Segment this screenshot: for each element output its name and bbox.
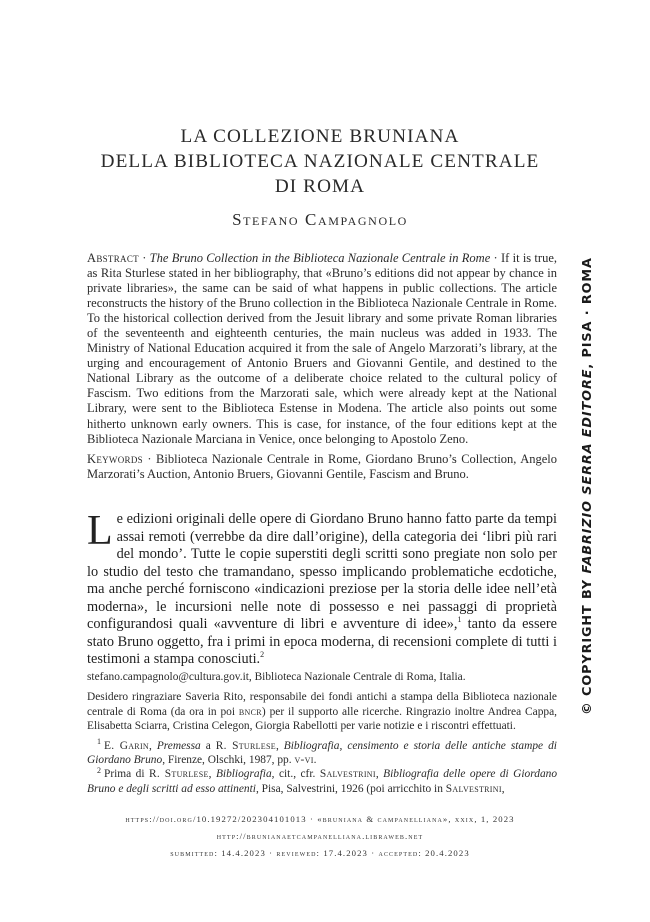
footnote-2-title: Bibliografia bbox=[215, 768, 272, 781]
drop-cap: L bbox=[87, 508, 113, 554]
body-text-part-2: tanto da essere stato Bruno oggetto, fra i primi in epoca moderna, di recensioni complete di tutti i testimoni a stampa conosciuti. bbox=[87, 616, 558, 667]
footnote-2 bbox=[87, 767, 557, 796]
body-text-part-1: e edizioni originali delle opere di Giordano Bruno hanno fatto parte da tempi assai remoti (verrebbe da dire dall’origine), della categoria dei ‘libri più rari del mondo’. Tutte le copie superstiti degli scritti sono pregiate non solo per lo studio del testo che tramandano, spesso implicando problematiche ecdotiche, ma anche perché forniscono «indicazioni preziose per la storia delle idee nell’età moderna», le incursioni nelle note di possesso e nei passaggi di proprietà configurandosi quali «avventure di libri e avventure di idee», bbox=[87, 511, 557, 632]
footnote-1-sep: , bbox=[148, 739, 157, 752]
footnote-2-title-2: Bibliografia delle opere di Giordano Bruno e degli scritti ad esso attinenti bbox=[87, 768, 558, 795]
acknowledgements bbox=[87, 690, 557, 733]
footnote-2-author-3: Salvestrini bbox=[445, 782, 502, 795]
footnote-1-number: 1 bbox=[97, 736, 101, 746]
copyright-notice bbox=[580, 257, 595, 715]
footnote-ref-1[interactable]: 1 bbox=[457, 615, 462, 625]
abstract-label: Abstract bbox=[87, 251, 139, 265]
footnote-1-pages: v-vi bbox=[294, 754, 314, 767]
abstract-separator: · bbox=[138, 251, 150, 265]
article-title bbox=[80, 124, 560, 199]
footnote-2-f: , bbox=[501, 782, 505, 795]
acknowledgements-abbr: bncr bbox=[238, 705, 262, 718]
abstract-text: · If it is true, as Rita Sturlese stated in her bibliography, that «Bruno’s editions did not appear by chance in private libraries», the same can be said of what happens in public collections. The article reconstructs the history of the Bruno collection in the Biblioteca Nazionale Centrale in Rome. To the historical collection derived from the Jesuit library and some private Roman libraries of the seventeenth and eighteenth centuries, the main nucleus was added in 1933. The Ministry of National Education acquired it from the sale of Angelo Marzorati’s library, at the urging and encouragement of Antonio Bruers and Giovanni Gentile, and destined to the National Library as the outcome of a deliberate choice related to the cultural policy of Fascism. Two editions from the Marzorati sale, which were already kept at the National Library, were sent to the Biblioteca Estense in Modena. The article also points out some hitherto unknown early owners. This is case, for instance, of the four editions kept at the Biblioteca Nazionale Marciana in Venice, once belonging to Apostolo Zeno. bbox=[87, 251, 557, 446]
footnote-1 bbox=[87, 736, 557, 768]
footnote-2-author-2: Salvestrini bbox=[319, 768, 376, 781]
acknowledgements-text-1: Desidero ringraziare Saveria Rito, responsabile dei fondi antichi a stampa della Biblioteca nazionale centrale di Roma (da ora in poi bbox=[87, 691, 557, 718]
footnotes-block bbox=[87, 670, 557, 796]
footnote-1-c: , Firenze, Olschki, 1987, pp. bbox=[162, 754, 295, 767]
footnote-2-c: , cit., cfr. bbox=[271, 768, 320, 781]
doi-line[interactable]: https://doi.org/10.19272/202304101013 · «bruniana & campanelliana», xxix, 1, 2023 bbox=[125, 814, 515, 824]
keywords-text: · Biblioteca Nazionale Centrale in Rome, Giordano Bruno’s Collection, Angelo Marzorati’s Auction, Antonio Bruers, Giovanni Gentile, Fascism and Bruno. bbox=[87, 451, 557, 481]
abstract-block bbox=[87, 251, 557, 482]
copyright-suffix: , PISA · ROMA bbox=[580, 257, 595, 369]
footnote-1-author: E. Garin bbox=[104, 739, 149, 752]
submission-dates: submitted: 14.4.2023 · reviewed: 17.4.2023 · accepted: 20.4.2023 bbox=[170, 848, 470, 858]
footnote-2-e: , Pisa, Salvestrini, 1926 (poi arricchito in bbox=[255, 782, 446, 795]
title-line-3: DI ROMA bbox=[274, 176, 366, 197]
author-affiliation: stefano.campagnolo@cultura.gov.it, Biblioteca Nazionale Centrale di Roma, Italia. bbox=[87, 671, 466, 683]
footnote-2-d: , bbox=[375, 768, 384, 781]
footnote-1-author-2: R. Sturlese bbox=[215, 739, 276, 752]
abstract-title: The Bruno Collection in the Biblioteca Nazionale Centrale in Rome bbox=[149, 251, 491, 265]
keywords-label: Keywords bbox=[87, 451, 143, 466]
footnote-2-a: Prima di bbox=[104, 768, 149, 781]
acknowledgements-text-2: ) per il supporto alle ricerche. Ringrazio inoltre Andrea Cappa, Elisabetta Sciarra, Cristina Celegon, Giorgia Rabellotti per varie notizie e i riscontri effettuati. bbox=[87, 705, 557, 733]
footnote-1-title-2: Bibliografia, censimento e storia delle antiche stampe di Giordano Bruno bbox=[87, 739, 557, 767]
footnote-2-author: R. Sturlese bbox=[148, 768, 209, 781]
footnote-1-b: , bbox=[275, 739, 284, 752]
abstract-paragraph bbox=[87, 251, 557, 447]
article-author: Stefano Campagnolo bbox=[232, 210, 408, 229]
footnote-1-title: Premessa bbox=[156, 739, 201, 752]
footnote-1-a: a bbox=[200, 739, 216, 752]
copyright-publisher: FABRIZIO SERRA EDITORE bbox=[580, 368, 595, 574]
footnote-ref-2[interactable]: 2 bbox=[260, 650, 265, 660]
footnote-2-b: , bbox=[208, 768, 216, 781]
footnote-2-number: 2 bbox=[97, 765, 101, 775]
title-line-1: LA COLLEZIONE BRUNIANA bbox=[180, 126, 460, 147]
body-paragraph bbox=[87, 508, 558, 669]
footnote-1-d: . bbox=[313, 754, 317, 767]
journal-url[interactable]: http://brunianaetcampanelliana.libraweb.net bbox=[216, 831, 424, 841]
title-line-2: DELLA BIBLIOTECA NAZIONALE CENTRALE bbox=[100, 151, 540, 172]
copyright-prefix: © COPYRIGHT BY bbox=[580, 573, 595, 715]
keywords-paragraph bbox=[87, 452, 557, 482]
